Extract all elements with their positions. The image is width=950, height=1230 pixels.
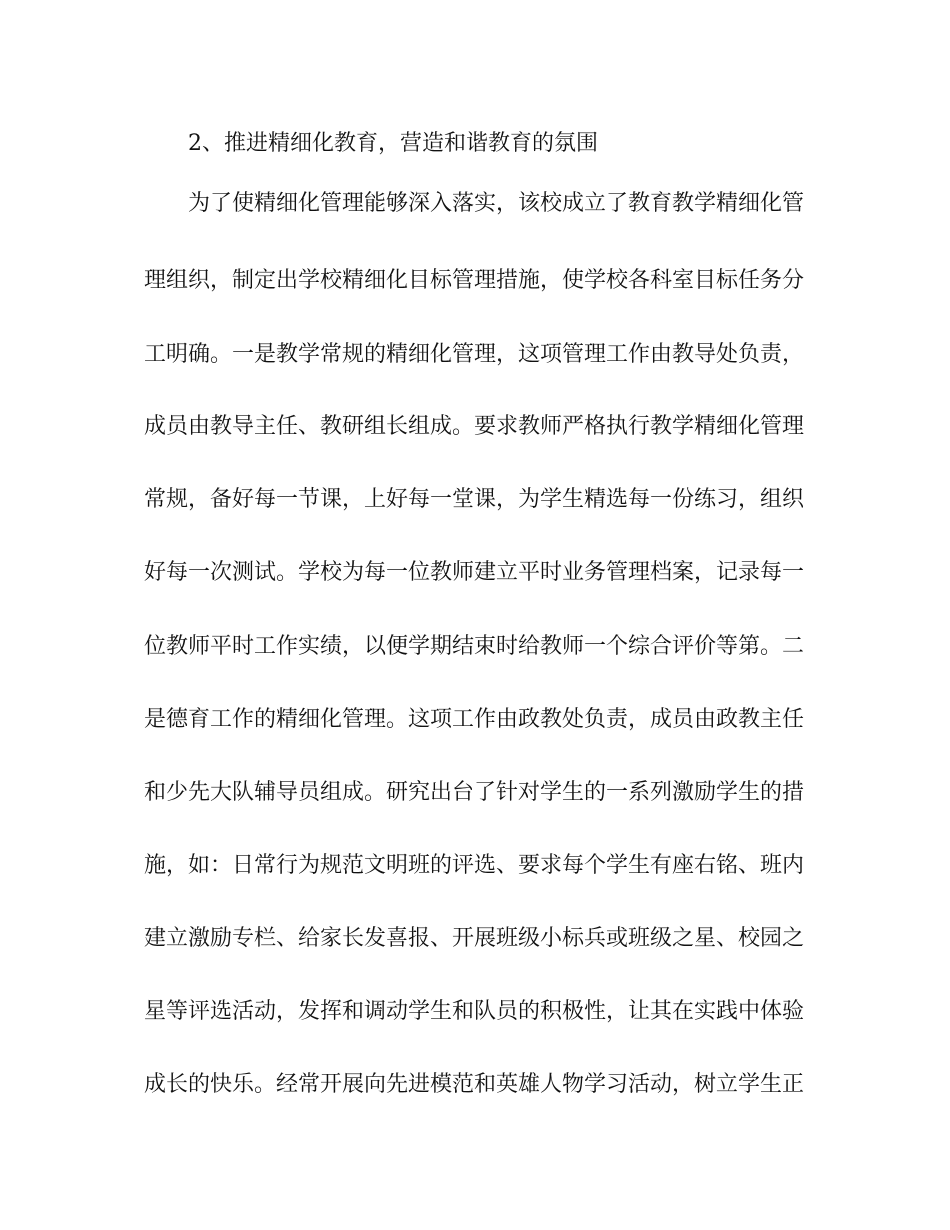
paragraph-line: 成员由教导主任、教研组长组成。要求教师严格执行教学精细化管理 <box>144 414 805 439</box>
paragraph-line: 好每一次测试。学校为每一位教师建立平时业务管理档案，记录每一 <box>144 560 805 585</box>
paragraph-line: 和少先大队辅导员组成。研究出台了针对学生的一系列激励学生的措 <box>144 780 805 805</box>
paragraph-line: 建立激励专栏、给家长发喜报、开展班级小标兵或班级之星、校园之 <box>144 926 805 951</box>
paragraph-line: 常规，备好每一节课，上好每一堂课，为学生精选每一份练习，组织 <box>144 487 805 512</box>
paragraph-line: 位教师平时工作实绩，以便学期结束时给教师一个综合评价等第。二 <box>144 634 805 659</box>
paragraph-line: 星等评选活动，发挥和调动学生和队员的积极性，让其在实践中体验 <box>144 999 805 1024</box>
paragraph-line: 施，如：日常行为规范文明班的评选、要求每个学生有座右铭、班内 <box>144 853 805 878</box>
paragraph-line: 成长的快乐。经常开展向先进模范和英雄人物学习活动，树立学生正 <box>144 1072 805 1097</box>
paragraph-line: 理组织，制定出学校精细化目标管理措施，使学校各科室目标任务分 <box>144 268 805 293</box>
paragraph-line: 工明确。一是教学常规的精细化管理，这项管理工作由教导处负责， <box>144 342 805 367</box>
section-heading: 2、推进精细化教育，营造和谐教育的氛围 <box>188 131 598 156</box>
paragraph-line: 是德育工作的精细化管理。这项工作由政教处负责，成员由政教主任 <box>144 707 805 732</box>
paragraph-line: 为了使精细化管理能够深入落实，该校成立了教育教学精细化管 <box>188 191 805 216</box>
